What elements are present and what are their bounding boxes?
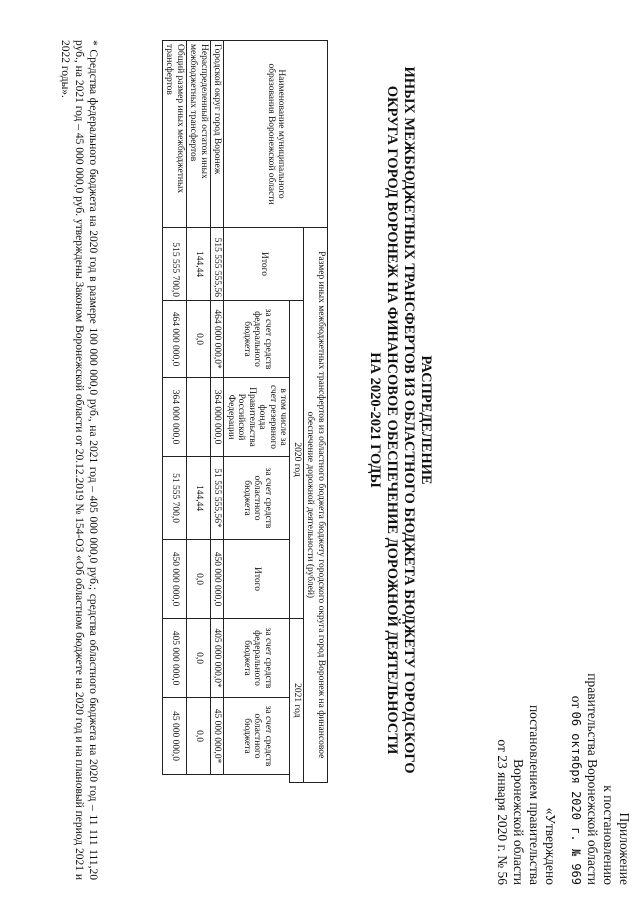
table-row — [211, 41, 225, 783]
cell-2020-federal: 464 000 000,0* — [211, 301, 225, 378]
distribution-table — [162, 40, 328, 783]
approval-date-line — [568, 520, 584, 885]
cell-2021-federal: 0,0 — [187, 619, 211, 698]
cell-2021-regional: 45 000 000,0 — [163, 698, 187, 775]
cell-2020-regional: 144,44 — [187, 457, 211, 540]
cell-total: 515 555 700,0 — [163, 228, 187, 301]
cell-2021-regional: 0,0 — [187, 698, 211, 775]
cell-2020-reserve: 364 000 000,0 — [211, 378, 225, 457]
title-line: ОКРУГА ГОРОД ВОРОНЕЖ НА ФИНАНСОВОЕ ОБЕСПЕЧЕНИЕ ДОРОЖНОЙ ДЕЯТЕЛЬНОСТИ — [384, 85, 400, 755]
header-2020-regional: за счет средств областного бюджета — [224, 457, 290, 540]
header-2020-total: за счет средств федерального бюджета — [224, 301, 290, 378]
cell-2020-reserve: 364 000 000,0 — [163, 378, 187, 457]
header-2021-regional: за счет средств областного бюджета — [224, 698, 290, 775]
header-2021-federal: за счет средств федерального бюджета — [224, 619, 290, 698]
cell-total: 144,44 — [187, 228, 211, 301]
title-line: РАСПРЕДЕЛЕНИЕ — [418, 355, 434, 485]
title-line: НА 2020-2021 ГОДЫ — [367, 352, 383, 488]
cell-2020-regional: 51 555 700,0 — [163, 457, 187, 540]
cell-2021-federal: 405 000 000,0* — [211, 619, 225, 698]
table-row — [187, 41, 211, 783]
cell-2020-federal: 464 000 000,0 — [163, 301, 187, 378]
cell-2020-reserve — [187, 378, 211, 457]
cell-2021-federal: 405 000 000,0 — [163, 619, 187, 698]
cell-2021-regional: 45 000 000,0* — [211, 698, 225, 775]
header-year-2020: 2020 год — [290, 301, 304, 619]
cell-2021-total: 450 000 000,0 — [211, 540, 225, 619]
title-line: ИНЫХ МЕЖБЮДЖЕТНЫХ ТРАНСФЕРТОВ ИЗ ОБЛАСТНОГО БЮДЖЕТА БЮДЖЕТУ ГОРОДСКОГО — [401, 66, 417, 774]
cell-2020-federal: 0,0 — [187, 301, 211, 378]
header-year-2021: 2021 год — [290, 619, 304, 783]
row-name: Городской округ город Воронеж — [211, 41, 225, 228]
header-2020-reserve: в том числе за счет резервного фонда Правительства Российской Федерации — [224, 378, 290, 457]
row-name: Общий размер иных межбюджетных трансфертов — [163, 41, 187, 228]
approval-block-current — [568, 520, 632, 885]
cell-2020-regional: 51 555 555,56* — [211, 457, 225, 540]
approval-date-handwritten: 06 октября 2020 г. № 969 — [569, 711, 583, 885]
approval-line: Приложение — [617, 812, 632, 885]
approval-line: «Утверждено — [543, 807, 558, 885]
cell-2021-total: 450 000 000,0 — [163, 540, 187, 619]
approval-line: постановлением правительства — [527, 704, 542, 885]
approval-line: Воронежской области — [511, 759, 526, 885]
header-size: Размер иных межбюджетных трансфертов из областного бюджета бюджету городского округа город Воронеж на финансовое обеспечение дорожной деятельности (рублей) — [304, 228, 328, 783]
table-header-row — [304, 41, 328, 783]
header-2021-total: Итого — [224, 540, 290, 619]
footnote: * Средства федерального бюджета на 2020 год в размере 100 000 000,0 руб., на 2021 год – 405 000 000,0 руб.; средства областного бюджета на 2020 год – 11 111 111,20 руб., на 2021 год – 45 000 000,0 руб. утверждены Законом Воронежской области от 20.12.2019 № 154-ОЗ «Об областном бюджете на 2020 год и на плановый период 2021 и 2022 годы». — [59, 40, 99, 880]
header-name: Наименование муниципального образования Воронежской области — [224, 41, 328, 228]
cell-total: 515 555 555,56 — [211, 228, 225, 301]
approval-line: от 23 января 2020 г. № 56 — [495, 739, 510, 885]
table-row — [163, 41, 187, 783]
header-total: Итого — [224, 228, 304, 301]
document-title — [366, 30, 434, 810]
approval-block-original — [494, 520, 558, 885]
approval-line: правительства Воронежской области — [585, 673, 600, 885]
approval-line: к постановлению — [601, 785, 616, 885]
cell-2021-total: 0,0 — [187, 540, 211, 619]
approval-date-prefix: от — [569, 695, 584, 709]
row-name: Нераспределенный остаток иных межбюджетных трансфертов — [187, 41, 211, 228]
